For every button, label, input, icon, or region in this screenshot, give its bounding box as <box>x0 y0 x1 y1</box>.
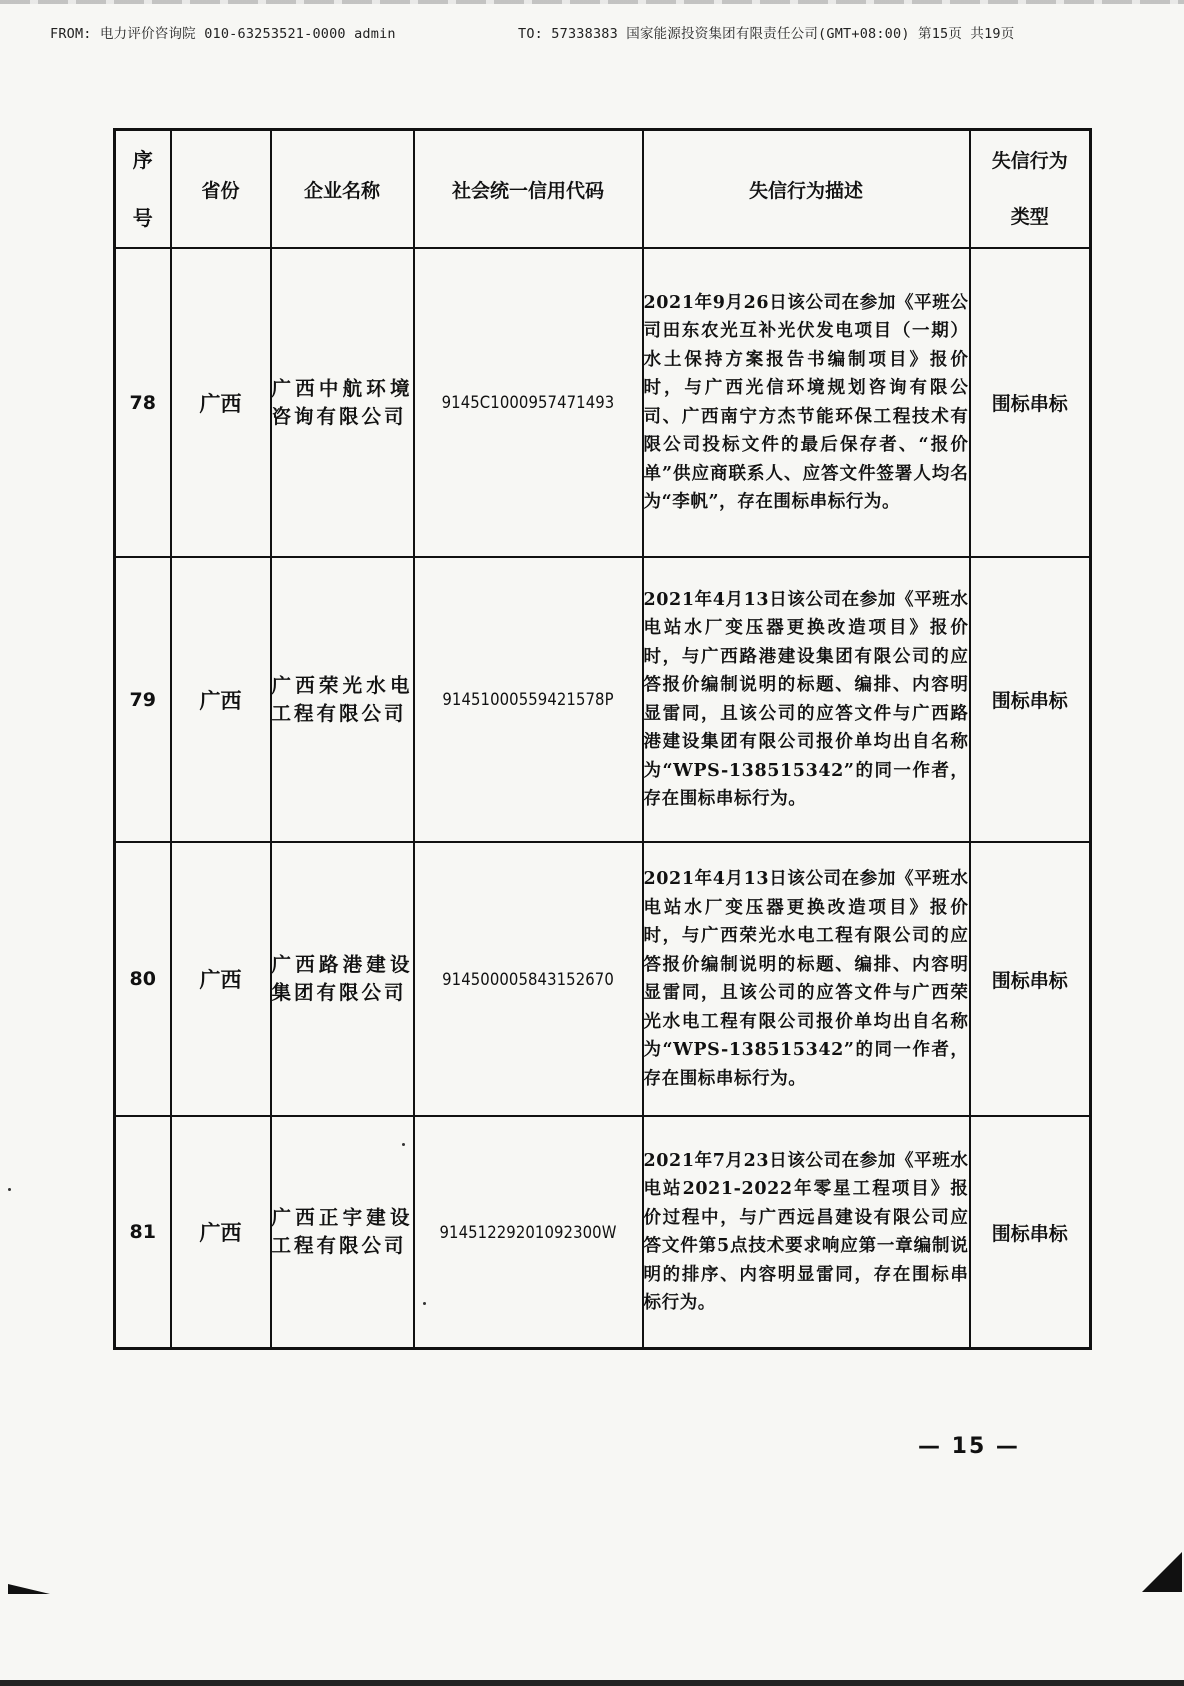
header-province: 省份 <box>171 130 271 249</box>
row-type: 围标串标 <box>970 557 1091 842</box>
header-company: 企业名称 <box>271 130 414 249</box>
row-description: 2021年9月26日该公司在参加《平班公司田东农光互补光伏发电项目（一期）水土保持方案报告书编制项目》报价时，与广西光信环境规划咨询有限公司、广西南宁方杰节能环保工程技术有限公司投标文件的最后保存者、“报价单”供应商联系人、应答文件签署人均名为“李帆”，存在围标串标行为。 <box>643 248 970 557</box>
row-province: 广西 <box>171 248 271 557</box>
header-no: 序 号 <box>115 130 171 249</box>
row-description: 2021年4月13日该公司在参加《平班水电站水厂变压器更换改造项目》报价时，与广西荣光水电工程有限公司的应答报价编制说明的标题、编排、内容明显雷同，且该公司的应答文件与广西荣光水电工程有限公司报价单均出自名称为“WPS-138515342”的同一作者，存在围标串标行为。 <box>643 842 970 1116</box>
row-type: 围标串标 <box>970 1116 1091 1349</box>
scan-top-edge <box>0 0 1184 4</box>
row-credit-code: 9145100055942157​8P <box>414 557 643 842</box>
row-province: 广西 <box>171 842 271 1116</box>
row-company: 广西荣光水电工程有限公司 <box>271 557 414 842</box>
row-credit-code: 9145122920109230​0W <box>414 1116 643 1349</box>
scan-bottom-edge <box>0 1680 1184 1686</box>
row-type: 围标串标 <box>970 842 1091 1116</box>
scan-corner-left-mark <box>8 1574 50 1594</box>
dishonesty-table <box>113 128 1092 1350</box>
row-company: 广西路港建设集团有限公司 <box>271 842 414 1116</box>
header-description: 失信行为描述 <box>643 130 970 249</box>
page-number: — 15 — <box>918 1434 1020 1459</box>
fax-from: FROM: 电力评价咨询院 010-63253521-0000 admin <box>50 26 396 42</box>
row-no: 80 <box>115 842 171 1116</box>
table-header-row <box>115 130 1091 249</box>
table-row <box>115 557 1091 842</box>
table-row <box>115 842 1091 1116</box>
scan-speck <box>423 1302 426 1305</box>
scan-corner-right-mark <box>1142 1552 1182 1592</box>
row-credit-code: 9145C1000957471493 <box>414 248 643 557</box>
header-type: 失信行为 类型 <box>970 130 1091 249</box>
row-company: 广西中航环境咨询有限公司 <box>271 248 414 557</box>
row-no: 81 <box>115 1116 171 1349</box>
scan-speck <box>8 1188 11 1191</box>
row-province: 广西 <box>171 557 271 842</box>
row-company: 广西正宇建设工程有限公司 <box>271 1116 414 1349</box>
header-credit-code: 社会统一信用代码 <box>414 130 643 249</box>
row-credit-code: 914500005843152670 <box>414 842 643 1116</box>
row-description: 2021年7月23日该公司在参加《平班水电站2021-2022年零星工程项目》报价过程中，与广西远昌建设有限公司应答文件第5点技术要求响应第一章编制说明的排序、内容明显雷同，存在围标串标行为。 <box>643 1116 970 1349</box>
row-no: 78 <box>115 248 171 557</box>
row-description: 2021年4月13日该公司在参加《平班水电站水厂变压器更换改造项目》报价时，与广西路港建设集团有限公司的应答报价编制说明的标题、编排、内容明显雷同，且该公司的应答文件与广西路港建设集团有限公司报价单均出自名称为“WPS-138515342”的同一作者，存在围标串标行为。 <box>643 557 970 842</box>
scan-speck <box>402 1143 405 1146</box>
row-province: 广西 <box>171 1116 271 1349</box>
row-type: 围标串标 <box>970 248 1091 557</box>
table-row <box>115 248 1091 557</box>
fax-to: TO: 57338383 国家能源投资集团有限责任公司(GMT+08:00) 第15页 共19页 <box>518 26 1015 42</box>
row-no: 79 <box>115 557 171 842</box>
table-row <box>115 1116 1091 1349</box>
fax-header <box>50 22 1150 42</box>
